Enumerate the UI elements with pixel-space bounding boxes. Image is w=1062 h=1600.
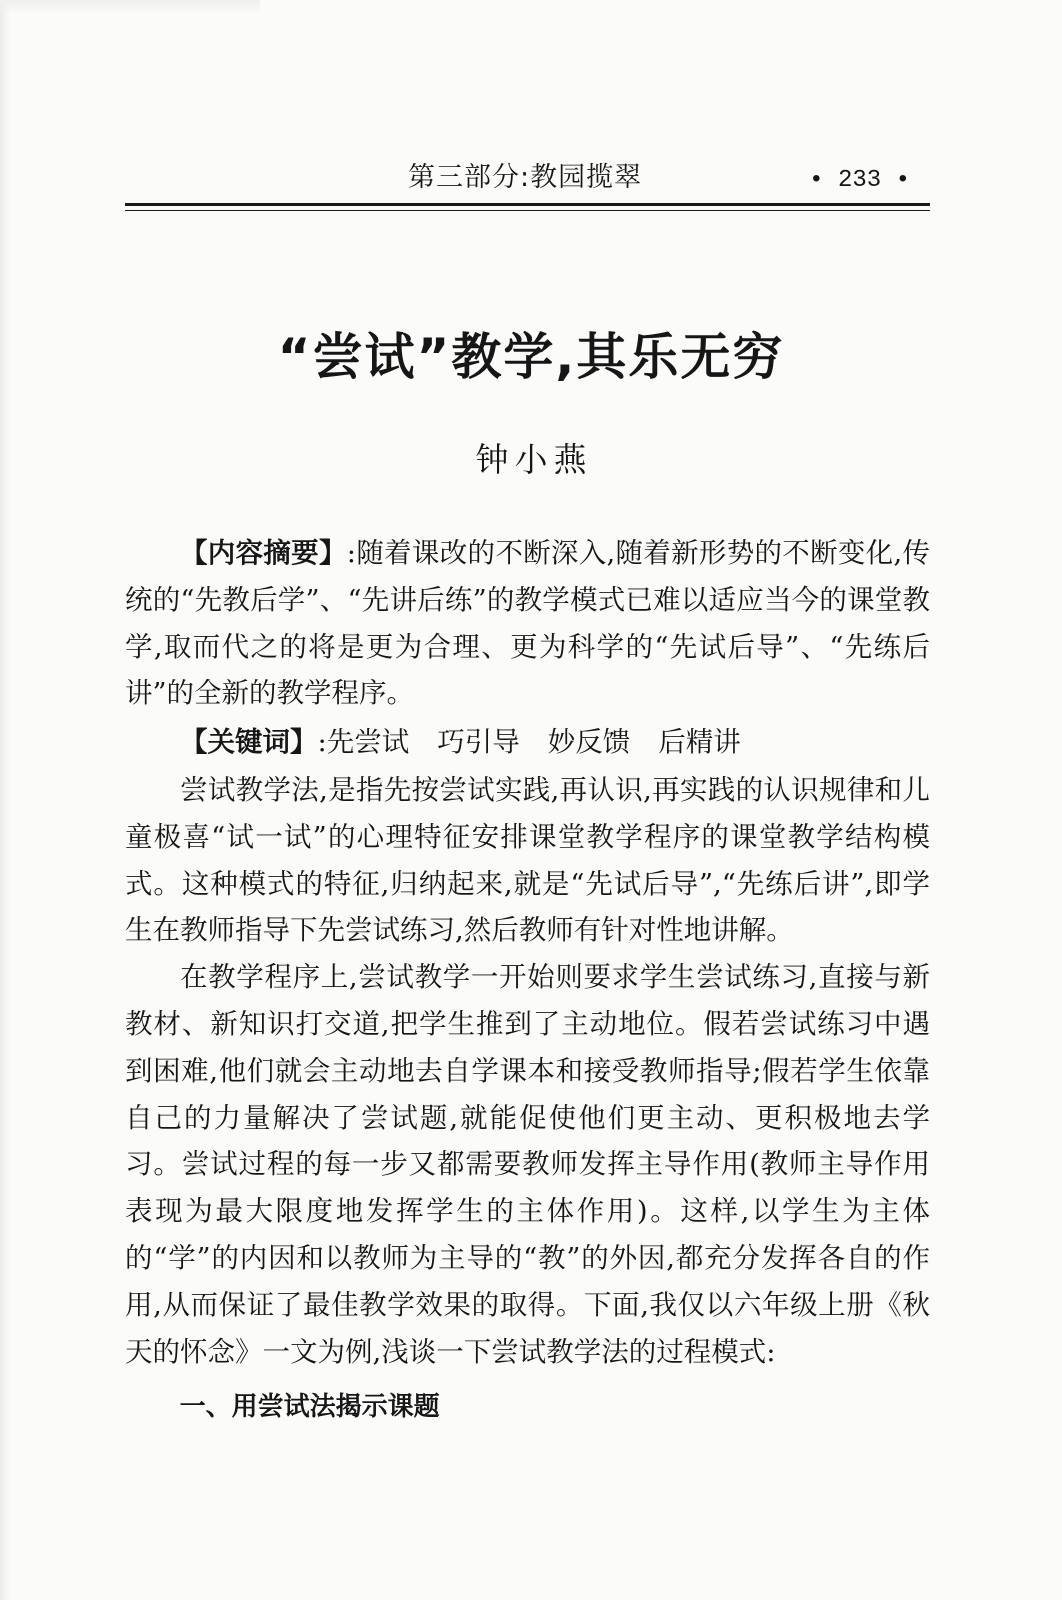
- article-title: “尝试”教学,其乐无穷: [277, 328, 785, 386]
- keyword-item: 妙反馈: [547, 726, 631, 758]
- section-subheading: 一、用尝试法揭示课题: [179, 1392, 440, 1422]
- author-name: 钟小燕: [475, 440, 593, 479]
- abstract-label: 【内容摘要】: [180, 537, 347, 569]
- keyword-item: 巧引导: [437, 726, 520, 758]
- keywords-colon: :: [317, 726, 327, 758]
- running-header: [128, 158, 930, 202]
- running-section-title: 第三部分:教园揽翠: [408, 162, 643, 193]
- abstract-paragraph: [125, 530, 930, 717]
- body-paragraph: 尝试教学法,是指先按尝试实践,再认识,再实践的认识规律和儿童极喜“试一试”的心理特征安排课堂教学程序的课堂教学结构模式。这种模式的特征,归纳起来,就是“先试后导”,“先练后讲”,即学生在教师指导下先尝试练习,然后教师有针对性地讲解。: [125, 774, 930, 947]
- article-body: [125, 767, 930, 1375]
- scan-edge-shadow: [0, 0, 10, 1600]
- abstract-text: :随着课改的不断深入,随着新形势的不断变化,传统的“先教后学”、“先讲后练”的教学模式已难以适应当今的课堂教学,取而代之的将是更为合理、更为科学的“先试后导”、“先练后讲”的全新的教学程序。: [125, 537, 931, 710]
- keywords-section: [125, 719, 930, 766]
- header-rule-thin: [125, 210, 930, 211]
- abstract-section: [125, 530, 930, 717]
- header-rule-thick: [125, 203, 930, 206]
- scan-top-smudge: [0, 0, 260, 14]
- keywords-line: [125, 719, 930, 766]
- page-number: • 233 •: [809, 167, 910, 194]
- keywords-label: 【关键词】: [180, 726, 318, 758]
- body-paragraph: 在教学程序上,尝试教学一开始则要求学生尝试练习,直接与新教材、新知识打交道,把学生推到了主动地位。假若尝试练习中遇到困难,他们就会主动地去自学课本和接受教师指导;假若学生依靠自己的力量解决了尝试题,就能促使他们更主动、更积极地去学习。尝试过程的每一步又都需要教师发挥主导作用(教师主导作用表现为最大限度地发挥学生的主体作用)。这样,以学生为主体的“学”的内因和以教师为主导的“教”的外因,都充分发挥各自的作用,从而保证了最佳教学效果的取得。下面,我仅以六年级上册《秋天的怀念》一文为例,浅谈一下尝试教学法的过程模式:: [125, 961, 930, 1368]
- keyword-item: 后精讲: [658, 726, 741, 758]
- keyword-item: 先尝试: [326, 726, 410, 758]
